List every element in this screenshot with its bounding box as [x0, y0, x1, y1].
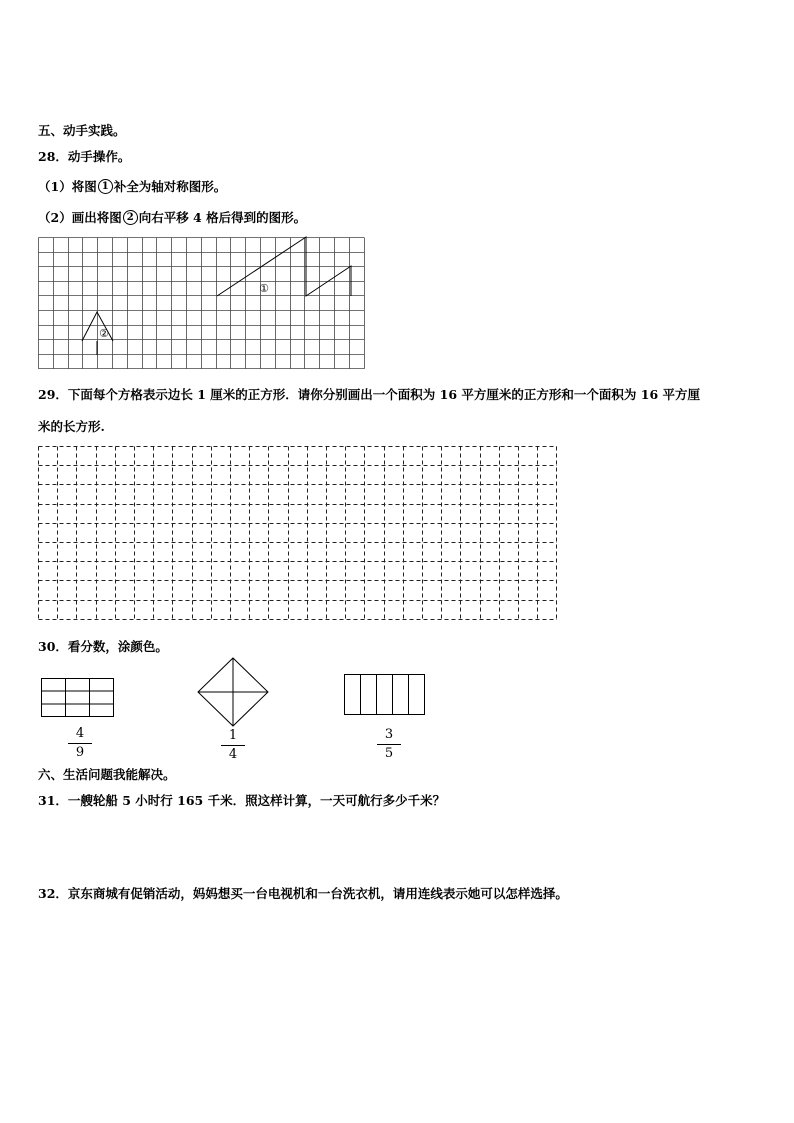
fraction-numerator: 1	[228, 728, 238, 743]
q28-item1-suffix: 补全为轴对称图形。	[113, 179, 227, 194]
fraction-numerator: 4	[75, 726, 85, 741]
q29-line1: 29．下面每个方格表示边长 1 厘米的正方形．请你分别画出一个面积为 16 平方厘米的正方形和一个面积为 16 平方厘	[38, 387, 700, 402]
q28-item1-prefix: （1）将图	[38, 179, 97, 194]
q29-line2: 米的长方形.	[38, 419, 105, 434]
rectangle-5-parts	[344, 674, 426, 716]
rectangle-9-parts	[41, 678, 115, 718]
fraction-4-9	[68, 727, 92, 759]
q28-grid	[38, 237, 368, 370]
q31-text: 31．一艘轮船 5 小时行 165 千米．照这样计算，一天可航行多少千米？	[38, 793, 446, 808]
fraction-denominator: 4	[228, 746, 238, 762]
q28-item2-prefix: （2）画出将图	[38, 210, 122, 225]
fraction-denominator: 9	[75, 744, 85, 760]
q28-item2-suffix: 向右平移 4 格后得到的图形。	[138, 210, 307, 225]
q28-item2	[38, 208, 306, 226]
figure-2-label: ②	[99, 327, 109, 340]
q29-dashed-grid	[38, 446, 558, 620]
q32-text: 32．京东商城有促销活动，妈妈想买一台电视机和一台洗衣机，请用连线表示她可以怎样选择。	[38, 886, 568, 901]
section-six-heading: 六、生活问题我能解决。	[38, 767, 176, 782]
fraction-denominator: 5	[384, 745, 394, 761]
fraction-3-5	[377, 728, 401, 760]
fraction-bar	[221, 745, 245, 746]
figure-1-marker: 1	[98, 179, 113, 194]
q28-title: 28．动手操作。	[38, 149, 131, 164]
figure-2-marker: 2	[123, 210, 138, 225]
fraction-1-4	[221, 729, 245, 761]
q30-title: 30．看分数，涂颜色。	[38, 639, 168, 654]
figure-1-label: ①	[259, 282, 269, 295]
fraction-numerator: 3	[384, 727, 394, 742]
fraction-bar	[377, 744, 401, 745]
q28-item1	[38, 177, 226, 195]
diamond-4-parts	[197, 657, 269, 727]
figure-1-shape-b	[306, 266, 351, 296]
section-five-heading: 五、动手实践。	[38, 123, 126, 138]
fraction-bar	[68, 743, 92, 744]
